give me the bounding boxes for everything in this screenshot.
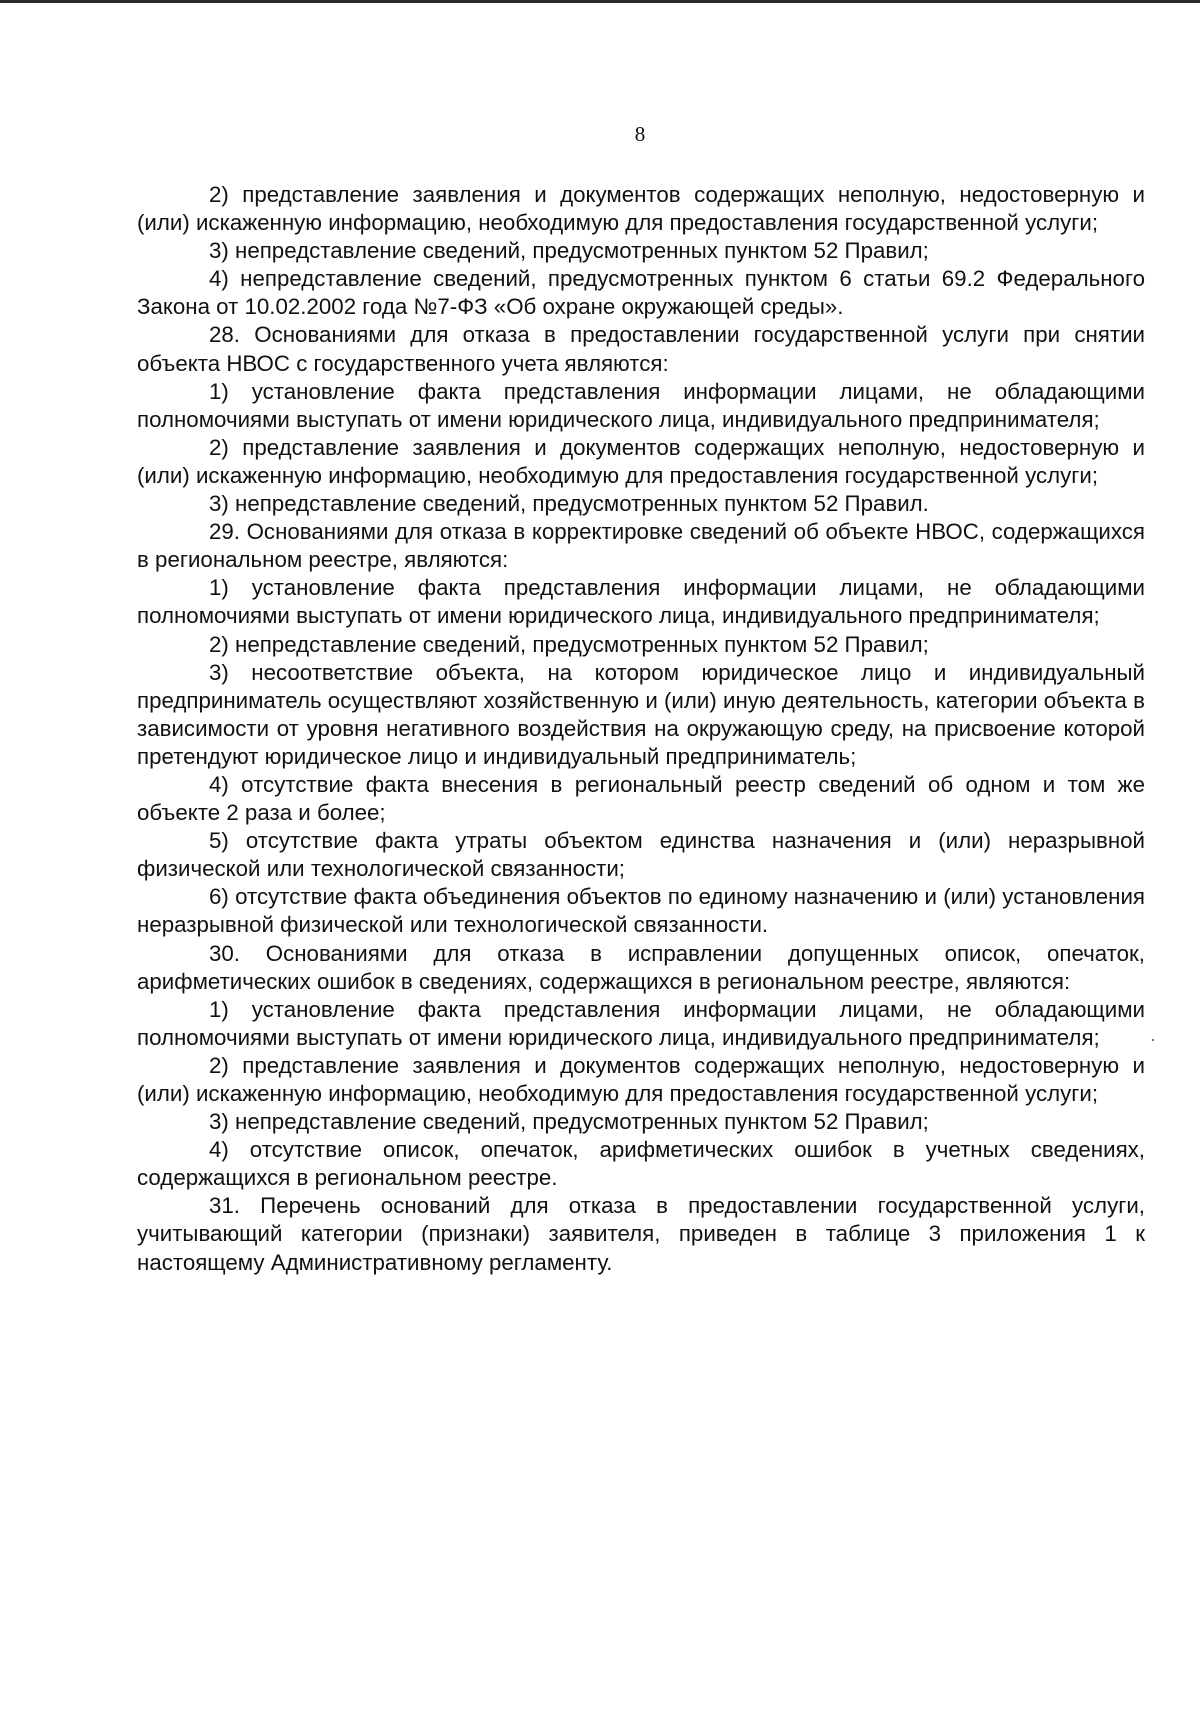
paragraph: 4) непредставление сведений, предусмотренных пунктом 6 статьи 69.2 Федерального Закона от 10.02.2002 года №7-ФЗ «Об охране окружающей среды». <box>137 266 1145 320</box>
paragraph: 29. Основаниями для отказа в корректировке сведений об объекте НВОС, содержащихся в региональном реестре, являются: <box>137 519 1145 573</box>
paragraph: 2) представление заявления и документов содержащих неполную, недостоверную и (или) искаженную информацию, необходимую для предоставления государственной услуги; <box>137 434 1145 488</box>
paragraph: 5) отсутствие факта утраты объектом единства назначения и (или) неразрывной физической или технологической связанности; <box>137 828 1145 882</box>
paragraph: 4) отсутствие факта внесения в региональный реестр сведений об одном и том же объекте 2 раза и более; <box>137 771 1145 826</box>
paragraph: 1) установление факта представления информации лицами, не обладающими полномочиями выступать от имени юридического лица, индивидуального предпринимателя; <box>137 575 1145 629</box>
paragraph: 2) непредставление сведений, предусмотренных пунктом 52 Правил; <box>209 631 929 657</box>
page-number: 8 <box>634 122 646 146</box>
paragraph: 4) отсутствие описок, опечаток, арифметических ошибок в учетных сведениях, содержащихся в региональном реестре. <box>137 1137 1145 1191</box>
paragraph: 2) представление заявления и документов содержащих неполную, недостоверную и (или) искаженную информацию, необходимую для предоставления государственной услуги; <box>137 1052 1145 1106</box>
paragraph: 3) непредставление сведений, предусмотренных пунктом 52 Правил; <box>209 238 929 264</box>
paragraph: 3) непредставление сведений, предусмотренных пунктом 52 Правил; <box>209 1109 929 1135</box>
paragraph: 2) представление заявления и документов содержащих неполную, недостоверную и (или) искаженную информацию, необходимую для предоставления государственной услуги; <box>137 182 1145 236</box>
document-body <box>137 181 1145 1277</box>
page-top-edge <box>0 0 1200 3</box>
paragraph: 3) непредставление сведений, предусмотренных пунктом 52 Правил. <box>209 491 929 517</box>
paragraph: 28. Основаниями для отказа в предоставлении государственной услуги при снятии объекта НВОС с государственного учета являются: <box>137 322 1145 376</box>
scan-speck <box>1152 1039 1154 1041</box>
paragraph: 31. Перечень оснований для отказа в предоставлении государственной услуги, учитывающий категории (признаки) заявителя, приведен в таблице 3 приложения 1 к настоящему Административному регламенту. <box>137 1193 1145 1275</box>
paragraph: 30. Основаниями для отказа в исправлении допущенных описок, опечаток, арифметических ошибок в сведениях, содержащихся в региональном реестре, являются: <box>137 940 1145 994</box>
paragraph: 1) установление факта представления информации лицами, не обладающими полномочиями выступать от имени юридического лица, индивидуального предпринимателя; <box>137 996 1145 1050</box>
paragraph: 6) отсутствие факта объединения объектов по единому назначению и (или) установления неразрывной физической или технологической связанности. <box>137 884 1145 938</box>
paragraph: 3) несоответствие объекта, на котором юридическое лицо и индивидуальный предприниматель осуществляют хозяйственную и (или) иную деятельность, категории объекта в зависимости от уровня негативного воздействия на окружающую среду, на присвоение которой претендуют юридическое лицо и индивидуальный предприниматель; <box>137 659 1145 769</box>
paragraph: 1) установление факта представления информации лицами, не обладающими полномочиями выступать от имени юридического лица, индивидуального предпринимателя; <box>137 378 1145 432</box>
